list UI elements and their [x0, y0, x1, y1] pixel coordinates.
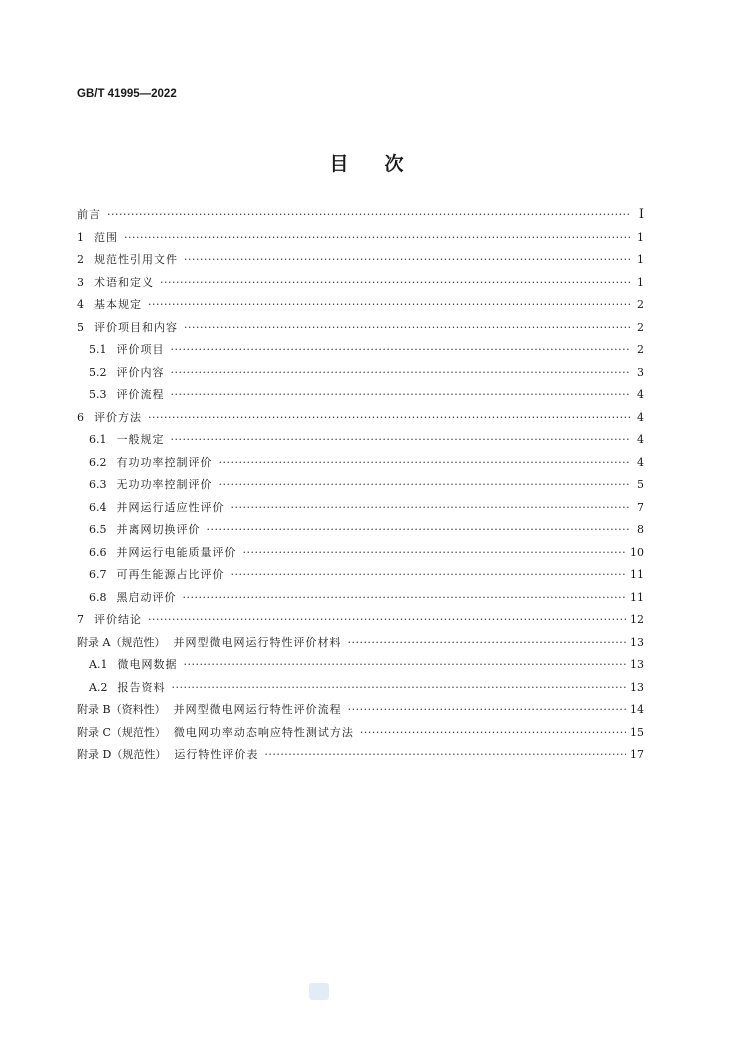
toc-entry-label: 黑启动评价: [116, 590, 177, 604]
toc-entry-label: 并离网切换评价: [116, 523, 201, 536]
toc-entry-appendix: 附录 C（规范性）: [77, 725, 166, 739]
toc-entry-label: 评价结论: [94, 613, 142, 626]
toc-entry[interactable]: [77, 364, 644, 387]
toc-entry-page: 13: [630, 658, 644, 671]
toc-entry-number: 5.1: [89, 343, 107, 356]
toc-entry-page: 1: [637, 230, 644, 244]
toc-entry-page: 4: [637, 433, 644, 446]
toc-entry-label: 评价内容: [116, 365, 165, 379]
toc-entry-page: 2: [637, 320, 644, 334]
toc-dot-leader: [124, 231, 630, 244]
toc-entry-page: 1: [637, 275, 644, 289]
toc-entry-page: 10: [630, 545, 644, 559]
toc-entry-number: 1: [77, 230, 84, 244]
toc-dot-leader: [347, 636, 626, 649]
toc-entry-page: 15: [630, 725, 644, 739]
toc-dot-leader: [184, 253, 630, 266]
toc-entry-number: 7: [77, 613, 84, 626]
toc-entry-page: 13: [630, 635, 644, 649]
toc-entry[interactable]: [77, 409, 644, 432]
toc-entry-label: 范围: [94, 230, 118, 244]
toc-dot-leader: [107, 208, 630, 221]
toc-dot-leader: [348, 703, 626, 716]
toc-dot-leader: [360, 726, 626, 739]
table-of-contents: [77, 206, 644, 769]
toc-entry-number: 6.7: [89, 568, 107, 581]
toc-entry[interactable]: [77, 746, 644, 769]
toc-dot-leader: [183, 658, 626, 671]
toc-entry-number: 6.2: [89, 455, 107, 469]
toc-entry-number: 6.6: [89, 545, 107, 559]
toc-entry-label: 评价流程: [116, 388, 165, 401]
toc-entry-page: 7: [637, 500, 644, 514]
toc-entry[interactable]: [77, 274, 644, 297]
toc-dot-leader: [264, 748, 626, 761]
toc-dot-leader: [148, 613, 626, 626]
toc-entry-number: 5.3: [89, 388, 107, 401]
toc-entry-label: 并网运行适应性评价: [116, 500, 225, 514]
toc-entry-number: 6.4: [89, 500, 107, 514]
toc-entry[interactable]: [77, 319, 644, 342]
toc-dot-leader: [207, 523, 631, 536]
toc-entry-label: 微电网功率动态响应特性测试方法: [173, 725, 354, 739]
toc-entry-page: 1: [637, 253, 644, 266]
toc-entry-label: 前言: [77, 208, 101, 221]
toc-entry-page: 13: [630, 680, 644, 694]
toc-entry-page: 4: [637, 388, 644, 401]
standard-code: GB/T 41995—2022: [77, 88, 177, 100]
toc-entry-page: 11: [630, 568, 644, 581]
toc-entry-appendix: 附录 B（资料性）: [77, 703, 166, 716]
toc-entry-number: 5.2: [89, 365, 107, 379]
toc-dot-leader: [160, 276, 630, 289]
toc-entry[interactable]: [77, 521, 644, 544]
toc-entry-page: 2: [637, 298, 644, 311]
toc-entry-number: A.1: [89, 658, 108, 671]
toc-entry-label: 并网型微电网运行特性评价材料: [173, 635, 342, 649]
toc-dot-leader: [148, 298, 630, 311]
toc-entry[interactable]: [77, 724, 644, 747]
toc-entry-label: 规范性引用文件: [94, 253, 178, 266]
toc-entry[interactable]: [77, 544, 644, 567]
toc-entry-number: 6.5: [89, 523, 107, 536]
toc-entry-label: 并网型微电网运行特性评价流程: [173, 703, 342, 716]
toc-entry[interactable]: [77, 229, 644, 252]
toc-entry-label: 微电网数据: [117, 658, 178, 671]
toc-entry[interactable]: [77, 656, 644, 679]
toc-entry-number: 5: [77, 320, 84, 334]
toc-entry-page: 5: [637, 478, 644, 491]
toc-entry-page: 17: [630, 748, 644, 761]
toc-entry-label: 基本规定: [94, 298, 142, 311]
toc-entry-number: 6.1: [89, 433, 107, 446]
toc-entry[interactable]: [77, 296, 644, 319]
toc-entry-label: 一般规定: [116, 433, 165, 446]
toc-entry-appendix: 附录 D（规范性）: [77, 748, 167, 761]
toc-entry-label: 评价项目: [116, 343, 165, 356]
toc-entry[interactable]: [77, 476, 644, 499]
toc-entry[interactable]: [77, 454, 644, 477]
toc-dot-leader: [171, 343, 631, 356]
toc-entry-label: 报告资料: [117, 680, 166, 694]
toc-entry-page: 14: [630, 703, 644, 716]
toc-dot-leader: [231, 501, 631, 514]
toc-dot-leader: [219, 478, 631, 491]
toc-entry-label: 可再生能源占比评价: [116, 568, 225, 581]
toc-entry[interactable]: [77, 499, 644, 522]
toc-entry-number: 6: [77, 410, 84, 424]
toc-dot-leader: [183, 591, 627, 604]
toc-entry-appendix: 附录 A（规范性）: [77, 635, 166, 649]
toc-dot-leader: [171, 366, 631, 379]
toc-entry[interactable]: [77, 634, 644, 657]
page-title: 目次: [329, 153, 440, 175]
toc-entry-page: 4: [637, 455, 644, 469]
toc-entry-page: 11: [630, 590, 644, 604]
toc-entry-number: 6.8: [89, 590, 107, 604]
toc-entry-label: 运行特性评价表: [174, 748, 259, 761]
toc-entry[interactable]: [77, 701, 644, 724]
toc-entry-page: 8: [637, 523, 644, 536]
toc-entry[interactable]: [77, 386, 644, 409]
toc-dot-leader: [231, 568, 627, 581]
toc-dot-leader: [171, 388, 631, 401]
toc-entry-page: 2: [637, 343, 644, 356]
toc-entry[interactable]: [77, 611, 644, 634]
toc-entry[interactable]: [77, 341, 644, 364]
toc-entry-label: 有功功率控制评价: [116, 455, 213, 469]
toc-dot-leader: [184, 321, 630, 334]
toc-entry-label: 评价方法: [94, 410, 142, 424]
toc-entry-number: A.2: [89, 680, 108, 694]
toc-entry[interactable]: [77, 251, 644, 274]
watermark-logo: [309, 983, 329, 1000]
toc-entry-label: 并网运行电能质量评价: [116, 545, 237, 559]
toc-dot-leader: [148, 411, 630, 424]
toc-entry-number: 3: [77, 275, 84, 289]
toc-entry[interactable]: [77, 679, 644, 702]
toc-entry-number: 2: [77, 253, 84, 266]
toc-entry-page: 3: [637, 365, 644, 379]
toc-entry[interactable]: [77, 431, 644, 454]
toc-dot-leader: [219, 456, 631, 469]
toc-dot-leader: [243, 546, 627, 559]
toc-dot-leader: [171, 681, 626, 694]
toc-dot-leader: [171, 433, 631, 446]
toc-entry-number: 6.3: [89, 478, 107, 491]
toc-entry-label: 评价项目和内容: [94, 320, 178, 334]
toc-entry[interactable]: [77, 206, 644, 229]
toc-entry[interactable]: [77, 589, 644, 612]
toc-entry[interactable]: [77, 566, 644, 589]
toc-entry-page: 12: [630, 613, 644, 626]
toc-entry-label: 术语和定义: [94, 275, 154, 289]
toc-entry-label: 无功功率控制评价: [116, 478, 213, 491]
toc-entry-page: 4: [637, 410, 644, 424]
toc-entry-page: I: [638, 207, 644, 222]
toc-entry-number: 4: [77, 298, 84, 311]
